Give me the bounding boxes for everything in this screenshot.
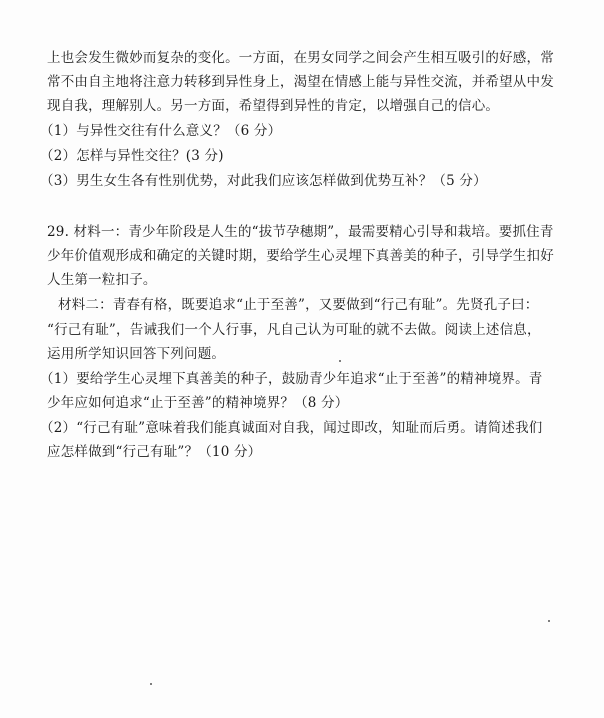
question-29-1: （1）要给学生心灵埋下真善美的种子，鼓励青少年追求“止于至善”的精神境界。青	[40, 371, 543, 387]
q29-material2-line: “行己有耻”，告诫我们一个人行事，凡自己认为可耻的就不去做。阅读上述信息，	[47, 322, 541, 338]
paragraph-line: 上也会发生微妙而复杂的变化。一方面，在男女同学之间会产生相互吸引的好感，常	[47, 50, 554, 66]
scan-speck	[548, 620, 550, 622]
q29-material2-line: 运用所学知识回答下列问题。	[47, 346, 226, 362]
scan-speck	[150, 683, 152, 685]
paragraph-line: 现自我，理解别人。另一方面，希望得到异性的肯定，以增强自己的信心。	[47, 98, 500, 114]
scan-speck	[339, 360, 341, 362]
q29-material1-line: 少年价值观形成和确定的关键时期，要给学生心灵埋下真善美的种子，引导学生扣好	[47, 248, 554, 264]
q29-material2-line: 材料二：青春有格，既要追求“止于至善”，又要做到“行己有耻”。先贤孔子曰：	[58, 297, 539, 313]
question-29-1-cont: 少年应如何追求“止于至善”的精神境界？（8 分）	[47, 395, 349, 411]
question-28-3: （3）男生女生各有性别优势，对此我们应该怎样做到优势互补？（5 分）	[40, 173, 487, 189]
question-28-1: （1）与异性交往有什么意义？（6 分）	[40, 123, 282, 139]
question-28-2: （2）怎样与异性交往？(3 分)	[40, 148, 224, 164]
paragraph-line: 常不由自主地将注意力转移到异性身上，渴望在情感上能与异性交流，并希望从中发	[47, 74, 554, 90]
q29-material1-line: 29. 材料一：青少年阶段是人生的“拔节孕穗期”，最需要精心引导和栽培。要抓住青	[47, 224, 554, 240]
question-29-2: （2）“行己有耻”意味着我们能真诚面对自我，闻过即改，知耻而后勇。请简述我们	[40, 420, 543, 436]
question-29-2-cont: 应怎样做到“行己有耻”？（10 分）	[47, 444, 262, 460]
q29-material1-line: 人生第一粒扣子。	[47, 272, 157, 288]
